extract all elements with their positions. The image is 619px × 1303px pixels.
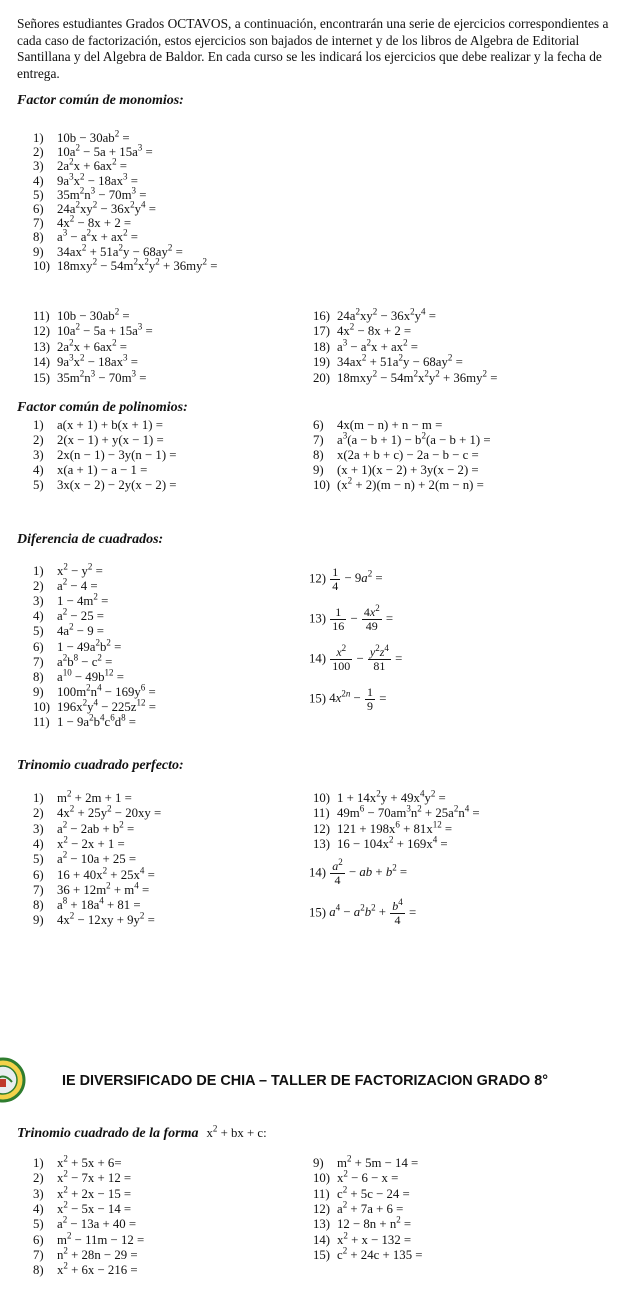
exercise-item (33, 1155, 122, 1171)
exercise-item (33, 1186, 131, 1202)
exercise-expression: $4x^2 - 8x + 2$ = (337, 322, 412, 339)
cuadrados-item-13: 13) $\frac{1}{16}$ − $\frac{4x^2}{49}$ = (309, 603, 394, 633)
exercise-item (313, 821, 452, 837)
exercise-number: 1) (33, 1156, 44, 1170)
exercise-expression: $4x^2 + 25y^2 - 20xy$ = (57, 804, 162, 821)
exercise-number: 10) (313, 478, 331, 492)
exercise-item (33, 669, 124, 685)
exercise-expression: $c^2 + 24c + 135$ = (337, 1245, 423, 1262)
exercise-item (33, 1216, 136, 1232)
exercise-item (313, 1232, 411, 1248)
exercise-number: 10) (33, 258, 51, 273)
exercise-expression: $x^2 - 7x + 12$ = (57, 1169, 132, 1186)
exercise-expression: $35m^2n^3 - 70m^3$ = (57, 185, 147, 202)
exercise-expression: $x^2 - y^2$ = (57, 561, 103, 578)
exercise-number: 2) (33, 806, 44, 821)
exercise-expression: $m^2 + 2m + 1$ = (57, 788, 132, 805)
exercise-item (33, 258, 217, 274)
exercise-item (33, 1262, 138, 1278)
exercise-item (313, 323, 411, 339)
exercise-item (33, 323, 153, 339)
exercise-number: 7) (33, 654, 44, 669)
exercise-expression: $10b - 30ab^2$ = (57, 306, 130, 323)
exercise-expression: $1 + 14x^2y + 49x^4y^2$ = (337, 788, 446, 805)
exercise-item (33, 821, 134, 837)
exercise-number: 5) (33, 187, 44, 202)
exercise-item (313, 790, 446, 806)
exercise-number: 1) (33, 791, 44, 805)
exercise-number: 7) (33, 882, 44, 897)
exercise-expression: $x^2 - 2x + 1$ = (57, 834, 125, 851)
exercise-expression: 4x(m − n) + n − m = (337, 418, 443, 432)
exercise-number: 4) (33, 1201, 44, 1216)
exercise-number: 2) (33, 433, 44, 447)
exercise-item (33, 593, 108, 609)
cuadrados-item-15: 15) $4x^{2n}$ − $\frac{1}{9}$ = (309, 685, 387, 713)
exercise-item (33, 897, 141, 913)
exercise-number: 8) (33, 898, 44, 913)
exercise-number: 2) (33, 145, 44, 160)
exercise-number: 4) (33, 463, 44, 477)
exercise-number: 6) (33, 639, 44, 654)
school-logo-icon (0, 1057, 26, 1103)
exercise-expression: $9a^3x^2 - 18ax^3$ = (57, 171, 138, 188)
exercise-expression: $4a^2 - 9$ = (57, 622, 105, 639)
exercise-number: 8) (33, 1263, 44, 1278)
exercise-expression: $36 + 12m^2 + m^4$ = (57, 880, 150, 897)
exercise-expression: $10a^2 - 5a + 15a^3$ = (57, 142, 153, 160)
exercise-number: 10) (33, 699, 51, 714)
exercise-number: 10) (313, 791, 331, 805)
exercise-number: 5) (33, 624, 44, 639)
exercise-expression: $a^2b^8 - c^2$ = (57, 652, 113, 669)
exercise-number: 12) (33, 324, 51, 339)
cuadrados-item-12: 12) $\frac{1}{4}$ − $9a^2$ = (309, 565, 383, 593)
exercise-number: 13) (313, 1217, 331, 1232)
exercise-number: 20) (313, 370, 331, 385)
exercise-expression: $12 - 8n + n^2$ = (337, 1214, 412, 1232)
exercise-expression: $2a^2x + 6ax^2$ = (57, 337, 128, 354)
exercise-item (33, 354, 138, 370)
exercise-number: 6) (33, 1232, 44, 1247)
exercise-number: 15) (313, 1247, 331, 1262)
exercise-number: 5) (33, 852, 44, 867)
exercise-number: 11) (313, 1186, 330, 1201)
exercise-item (313, 354, 463, 370)
exercise-expression: $a^2 + 7a + 6$ = (337, 1199, 404, 1216)
exercise-number: 11) (313, 806, 330, 821)
section-title-monomios: Factor común de monomios: (17, 93, 184, 108)
forma-expression: $x^2$ + bx + c: (206, 1123, 267, 1140)
exercise-expression: $a^3 - a^2x + ax^2$ = (337, 337, 418, 354)
exercise-item (33, 654, 112, 670)
exercise-expression: $18mxy^2 - 54m^2x^2y^2 + 36my^2$ = (337, 368, 498, 385)
exercise-item (33, 1170, 131, 1186)
exercise-expression: $a^2 - 4$ = (57, 576, 98, 594)
exercise-expression: x(a + 1) − a − 1 = (57, 463, 148, 477)
exercise-number: 7) (33, 216, 44, 231)
exercise-number: 11) (33, 309, 50, 323)
exercise-number: 9) (313, 1156, 324, 1170)
exercise-expression: $2a^2x + 6ax^2$ = (57, 157, 128, 174)
exercise-expression: x(2a + b + c) − 2a − b − c = (337, 448, 479, 462)
exercise-item (33, 851, 136, 867)
exercise-item (313, 447, 479, 463)
exercise-item (33, 1201, 131, 1217)
exercise-number: 8) (33, 669, 44, 684)
exercise-item (33, 912, 155, 928)
exercise-expression: $1 - 4m^2$ = (57, 591, 109, 609)
exercise-item (33, 1232, 144, 1248)
exercise-item (313, 1201, 403, 1217)
fraction: $\frac{b^4}{4}$ (392, 897, 403, 927)
exercise-number: 13) (33, 339, 51, 354)
exercise-expression: $x^2 - 5x - 14$ = (57, 1199, 132, 1216)
exercise-expression: $1 - 49a^2b^2$ = (57, 637, 122, 654)
exercise-number: 4) (33, 173, 44, 188)
exercise-item (33, 578, 98, 594)
exercise-number: 8) (313, 448, 324, 462)
exercise-expression: $n^2 + 28n - 29$ = (57, 1245, 138, 1262)
exercise-item (313, 462, 479, 478)
exercise-item (33, 563, 103, 579)
exercise-expression: $a^2 - 25$ = (57, 607, 105, 624)
trinomio-item-14: 14) $\frac{a^2}{4}$ − ab + $b^2$ = (309, 857, 408, 887)
exercise-expression: 3x(x − 2) − 2y(x − 2) = (57, 478, 177, 492)
exercise-number: 3) (33, 594, 44, 609)
exercise-expression: $16 - 104x^2 + 169x^4$ = (337, 834, 448, 851)
exercise-item (313, 1186, 410, 1202)
exercise-expression: $a^8 + 18a^4 + 81$ = (57, 895, 141, 913)
exercise-expression: $35m^2n^3 - 70m^3$ = (57, 368, 147, 385)
exercise-item (313, 308, 436, 324)
fraction: $\frac{x^2}{100}$ (332, 643, 351, 673)
exercise-expression: 2(x − 1) + y(x − 1) = (57, 433, 164, 447)
exercise-expression: $x^2 - 6 - x$ = (337, 1169, 399, 1186)
exercise-number: 12) (313, 1201, 331, 1216)
exercise-item (313, 836, 448, 852)
exercise-expression: $34ax^2 + 51a^2y - 68ay^2$ = (337, 352, 463, 370)
exercise-number: 10) (313, 1171, 331, 1186)
fraction: $\frac{a^2}{4}$ (332, 857, 343, 887)
exercise-item (313, 1247, 423, 1263)
exercise-number: 1) (33, 131, 44, 145)
exercise-item (33, 836, 125, 852)
exercise-expression: $a^{10} - 49b^{12}$ = (57, 667, 124, 684)
exercise-item (313, 432, 491, 448)
fraction: $\frac{1}{4}$ (332, 565, 339, 593)
exercise-item (33, 714, 136, 730)
exercise-number: 14) (313, 1232, 331, 1247)
exercise-expression: $a^3(a - b + 1) - b^2(a - b + 1)$ = (337, 430, 491, 447)
exercise-item (33, 370, 146, 386)
exercise-item (33, 805, 161, 821)
fraction: $\frac{1}{9}$ (366, 685, 373, 713)
exercise-number: 16) (313, 309, 331, 323)
exercise-expression: $100m^2n^4 - 169y^6$ = (57, 682, 156, 699)
exercise-expression: $m^2 - 11m - 12$ = (57, 1230, 145, 1247)
exercise-expression: $4x^2 - 12xy + 9y^2$ = (57, 911, 155, 928)
exercise-item (33, 623, 104, 639)
exercise-expression: $(x^2 + 2)(m - n) + 2(m - n)$ = (337, 475, 484, 492)
exercise-expression: $a^2 - 2ab + b^2$ = (57, 819, 135, 836)
trinomio-item-15: 15) $a^4 - a^2b^2$ + $\frac{b^4}{4}$ = (309, 897, 417, 927)
exercise-expression: (x + 1)(x − 2) + 3y(x − 2) = (337, 463, 479, 477)
exercise-number: 3) (33, 159, 44, 174)
exercise-expression: $c^2 + 5c - 24$ = (337, 1184, 410, 1201)
section-title-forma: Trinomio cuadrado de la forma (17, 1126, 199, 1141)
exercise-number: 5) (33, 478, 44, 492)
exercise-number: 11) (33, 715, 50, 729)
intro-paragraph: Señores estudiantes Grados OCTAVOS, a continuación, encontrarán una serie de ejercicios correspondientes a cada caso de factorización, estos ejercicios son bajados de internet y de los libros de Algebra de Editorial Santillana y del Algebra de Baldor. En cada curso se les indicará los ejercicios que debe realizar y la fecha de entrega. (17, 16, 609, 81)
exercise-number: 1) (33, 564, 44, 578)
exercise-expression: $a^2 - 13a + 40$ = (57, 1214, 137, 1232)
exercise-item (33, 882, 149, 898)
exercise-number: 4) (33, 836, 44, 851)
exercise-number: 6) (33, 867, 44, 882)
exercise-item (33, 790, 132, 806)
exercise-number: 7) (33, 1247, 44, 1262)
exercise-expression: $10a^2 - 5a + 15a^3$ = (57, 322, 153, 339)
exercise-expression: $16 + 40x^2 + 25x^4$ = (57, 865, 155, 882)
exercise-expression: a(x + 1) + b(x + 1) = (57, 418, 163, 432)
exercise-item (313, 1170, 398, 1186)
section-title-trinomio: Trinomio cuadrado perfecto: (17, 758, 184, 773)
fraction: $\frac{y^2z^4}{81}$ (369, 643, 389, 673)
exercise-number: 8) (33, 230, 44, 245)
exercise-number: 3) (33, 448, 44, 462)
exercise-number: 6) (313, 418, 324, 432)
exercise-number: 17) (313, 324, 331, 339)
exercise-number: 4) (33, 609, 44, 624)
exercise-number: 2) (33, 579, 44, 594)
exercise-expression: $121 + 198x^6 + 81x^{12}$ = (337, 819, 453, 836)
exercise-number: 3) (33, 1186, 44, 1201)
exercise-number: 13) (313, 836, 331, 851)
exercise-expression: $24a^2xy^2 - 36x^2y^4$ = (57, 199, 156, 216)
exercise-item (313, 370, 497, 386)
exercise-expression: $x^2 + x - 132$ = (337, 1230, 412, 1247)
exercise-expression: $10b - 30ab^2$ = (57, 128, 130, 145)
exercise-number: 2) (33, 1171, 44, 1186)
exercise-number: 18) (313, 339, 331, 354)
exercise-number: 5) (33, 1217, 44, 1232)
section-title-polinomios: Factor común de polinomios: (17, 400, 188, 415)
exercise-number: 19) (313, 355, 331, 370)
exercise-item (313, 477, 484, 493)
fraction: $\frac{1}{16}$ (332, 605, 345, 633)
exercise-number: 9) (33, 244, 44, 259)
exercise-expression: $18mxy^2 - 54m^2x^2y^2 + 36my^2$ = (57, 256, 218, 273)
exercise-expression: $x^2 + 6x - 216$ = (57, 1260, 138, 1278)
exercise-item (33, 447, 177, 463)
exercise-number: 1) (33, 418, 44, 432)
exercise-item (33, 432, 164, 448)
exercise-item (33, 308, 130, 324)
exercise-expression: $49m^6 - 70am^3n^2 + 25a^2n^4$ = (337, 804, 480, 821)
exercise-item (33, 462, 147, 478)
exercise-expression: $x^2 + 2x - 15$ = (57, 1184, 132, 1201)
exercise-number: 15) (33, 370, 51, 385)
exercise-expression: $m^2 + 5m - 14$ = (337, 1153, 419, 1170)
exercise-expression: $1 - 9a^2b^4c^6d^8$ = (57, 712, 137, 729)
exercise-number: 12) (313, 821, 331, 836)
exercise-item (33, 1247, 138, 1263)
exercise-expression: $x^2 + 5x + 6=$ (57, 1153, 122, 1170)
exercise-number: 7) (313, 433, 324, 447)
exercise-item (33, 477, 177, 493)
exercise-number: 9) (33, 684, 44, 699)
exercise-item (33, 699, 156, 715)
cuadrados-item-14: 14) $\frac{x^2}{100}$ − $\frac{y^2z^4}{81}$ = (309, 643, 403, 673)
exercise-expression: $a^2 - 10a + 25$ = (57, 849, 137, 867)
exercise-expression: $4x^2 - 8x + 2$ = (57, 213, 132, 231)
exercise-number: 6) (33, 202, 44, 216)
exercise-item (313, 1155, 418, 1171)
section-title-forma-row (17, 1124, 267, 1142)
section-title-cuadrados: Diferencia de cuadrados: (17, 532, 164, 547)
exercise-expression: $34ax^2 + 51a^2y - 68ay^2$ = (57, 242, 183, 259)
exercise-expression: $196x^2y^4 - 225z^{12}$ = (57, 697, 156, 714)
exercise-number: 3) (33, 821, 44, 836)
worksheet-header: IE DIVERSIFICADO DE CHIA – TALLER DE FACTORIZACION GRADO 8° (62, 1073, 549, 1089)
exercise-expression: $9a^3x^2 - 18ax^3$ = (57, 352, 138, 370)
fraction: $\frac{4x^2}{49}$ (363, 603, 380, 633)
exercise-number: 14) (33, 355, 51, 370)
exercise-expression: $24a^2xy^2 - 36x^2y^4$ = (337, 306, 436, 323)
exercise-number: 9) (33, 913, 44, 928)
exercise-item (33, 417, 163, 433)
exercise-item (313, 1216, 411, 1232)
exercise-expression: $a^3 - a^2x + ax^2$ = (57, 228, 138, 245)
exercise-number: 9) (313, 463, 324, 477)
exercise-expression: 2x(n − 1) − 3y(n − 1) = (57, 448, 177, 462)
